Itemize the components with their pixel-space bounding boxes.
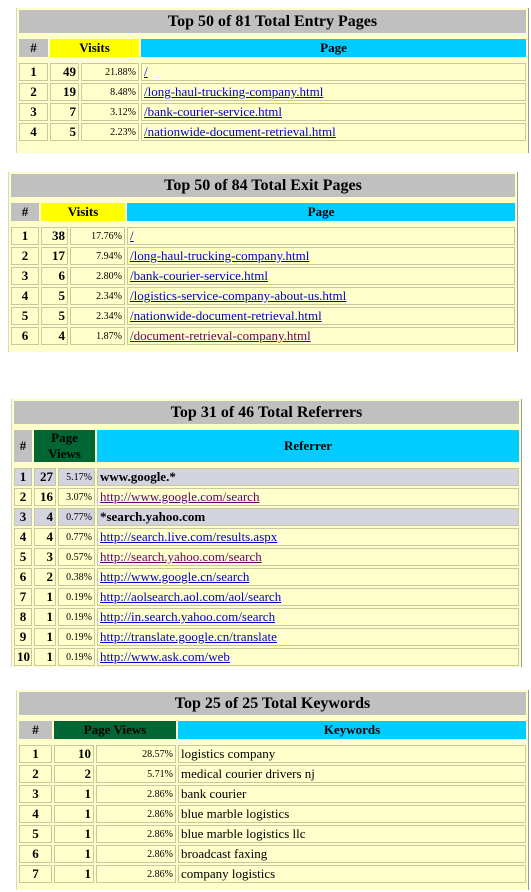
row-percent: 2.23%	[81, 123, 139, 141]
row-link[interactable]: http://www.google.com/search	[100, 489, 260, 504]
entry-pages-title: Top 50 of 81 Total Entry Pages	[19, 10, 526, 33]
row-label: company logistics	[178, 865, 526, 883]
exit-pages-table	[9, 172, 517, 347]
table-row	[14, 648, 519, 666]
row-count: 1	[54, 825, 94, 843]
table-row	[14, 548, 519, 566]
table-row	[11, 327, 515, 345]
row-percent: 0.19%	[58, 648, 95, 666]
row-rank: 1	[19, 745, 52, 763]
row-percent: 28.57%	[96, 745, 176, 763]
referrer-header[interactable]: Referrer	[97, 430, 519, 462]
num-header: #	[14, 430, 32, 462]
row-rank: 1	[11, 227, 39, 245]
table-row	[14, 608, 519, 626]
row-link-cell	[141, 83, 526, 101]
row-link[interactable]: /nationwide-document-retrieval.html	[130, 308, 322, 323]
num-header: #	[19, 721, 52, 739]
exit-pages-panel	[8, 172, 518, 352]
row-count: 1	[34, 588, 56, 606]
row-rank: 5	[19, 825, 52, 843]
row-count: 27	[34, 468, 56, 486]
row-link-cell	[127, 307, 515, 325]
exit-pages-title: Top 50 of 84 Total Exit Pages	[11, 174, 515, 197]
row-count: 1	[54, 845, 94, 863]
row-count: 1	[54, 785, 94, 803]
row-rank: 2	[19, 765, 52, 783]
row-link[interactable]: /document-retrieval-company.html	[130, 328, 311, 343]
page-header[interactable]: Page	[127, 203, 515, 221]
table-row	[14, 628, 519, 646]
row-percent: 0.19%	[58, 608, 95, 626]
row-label: medical courier drivers nj	[178, 765, 526, 783]
row-link-cell	[97, 488, 519, 506]
row-rank: 4	[19, 805, 52, 823]
row-link-cell	[127, 327, 515, 345]
row-rank: 7	[14, 588, 32, 606]
row-percent: 5.17%	[58, 468, 95, 486]
row-link[interactable]: http://www.ask.com/web	[100, 649, 230, 664]
visits-header[interactable]: Visits	[41, 203, 125, 221]
row-label: blue marble logistics	[178, 805, 526, 823]
row-count: 5	[50, 123, 79, 141]
row-count: 16	[34, 488, 56, 506]
table-row	[19, 865, 526, 883]
row-count: 5	[41, 287, 68, 305]
row-link-cell	[97, 608, 519, 626]
row-count: 19	[50, 83, 79, 101]
num-header: #	[11, 203, 39, 221]
row-link[interactable]: /long-haul-trucking-company.html	[144, 84, 324, 99]
row-count: 2	[34, 568, 56, 586]
row-label: www.google.*	[97, 468, 519, 486]
entry-pages-rows	[19, 63, 526, 141]
row-count: 4	[34, 528, 56, 546]
row-percent: 2.34%	[70, 307, 125, 325]
row-rank: 4	[11, 287, 39, 305]
row-count: 1	[34, 628, 56, 646]
row-percent: 2.86%	[96, 865, 176, 883]
row-link[interactable]: http://search.live.com/results.aspx	[100, 529, 278, 544]
row-percent: 8.48%	[81, 83, 139, 101]
row-percent: 17.76%	[70, 227, 125, 245]
row-link-cell	[97, 548, 519, 566]
table-row	[14, 568, 519, 586]
row-percent: 2.86%	[96, 805, 176, 823]
row-count: 6	[41, 267, 68, 285]
row-percent: 0.57%	[58, 548, 95, 566]
row-link[interactable]: /bank-courier-service.html	[130, 268, 268, 283]
table-row	[19, 845, 526, 863]
row-count: 4	[41, 327, 68, 345]
keywords-rows	[19, 745, 526, 883]
row-percent: 1.87%	[70, 327, 125, 345]
row-rank: 1	[14, 468, 32, 486]
row-link[interactable]: /	[130, 228, 134, 243]
entry-pages-table	[17, 8, 528, 143]
row-percent: 0.19%	[58, 628, 95, 646]
referrers-table	[12, 399, 521, 667]
row-link-cell	[97, 588, 519, 606]
row-link[interactable]: http://search.yahoo.com/search	[100, 549, 262, 564]
row-percent: 7.94%	[70, 247, 125, 265]
table-row	[19, 765, 526, 783]
table-row	[19, 805, 526, 823]
row-link[interactable]: /logistics-service-company-about-us.html	[130, 288, 347, 303]
row-link[interactable]: /nationwide-document-retrieval.html	[144, 124, 336, 139]
table-row	[19, 83, 526, 101]
row-link-cell	[141, 103, 526, 121]
keywords-table	[17, 690, 528, 885]
row-percent: 0.19%	[58, 588, 95, 606]
row-percent: 2.86%	[96, 785, 176, 803]
referrers-panel	[11, 399, 522, 667]
row-count: 3	[34, 548, 56, 566]
table-row	[11, 247, 515, 265]
row-rank: 9	[14, 628, 32, 646]
row-rank: 10	[14, 648, 32, 666]
row-rank: 1	[19, 63, 48, 81]
row-count: 49	[50, 63, 79, 81]
row-rank: 4	[14, 528, 32, 546]
row-link-cell	[97, 568, 519, 586]
row-label: broadcast faxing	[178, 845, 526, 863]
row-percent: 0.77%	[58, 508, 95, 526]
table-row	[11, 267, 515, 285]
page-header[interactable]: Page	[141, 39, 526, 57]
referrers-title: Top 31 of 46 Total Referrers	[14, 401, 519, 424]
table-row	[14, 528, 519, 546]
row-rank: 2	[19, 83, 48, 101]
table-row	[19, 785, 526, 803]
table-row	[14, 588, 519, 606]
table-row	[19, 825, 526, 843]
num-header: #	[19, 39, 48, 57]
table-row	[11, 287, 515, 305]
table-row	[19, 63, 526, 81]
row-link-cell	[127, 287, 515, 305]
exit-pages-rows	[11, 227, 515, 345]
table-row	[19, 745, 526, 763]
row-count: 2	[54, 765, 94, 783]
row-link[interactable]: /long-haul-trucking-company.html	[130, 248, 310, 263]
row-count: 4	[34, 508, 56, 526]
keywords-title: Top 25 of 25 Total Keywords	[19, 692, 526, 715]
row-rank: 4	[19, 123, 48, 141]
row-rank: 6	[19, 845, 52, 863]
row-rank: 5	[14, 548, 32, 566]
row-link-cell	[127, 267, 515, 285]
row-link[interactable]: http://translate.google.cn/translate	[100, 629, 277, 644]
row-percent: 3.12%	[81, 103, 139, 121]
table-row	[14, 488, 519, 506]
row-count: 38	[41, 227, 68, 245]
row-label: *search.yahoo.com	[97, 508, 519, 526]
row-percent: 5.71%	[96, 765, 176, 783]
page-views-header[interactable]: Page Views	[54, 721, 176, 739]
row-percent: 0.38%	[58, 568, 95, 586]
row-link-cell	[141, 63, 526, 81]
row-percent: 2.86%	[96, 825, 176, 843]
row-count: 1	[54, 805, 94, 823]
row-rank: 5	[11, 307, 39, 325]
row-count: 1	[34, 648, 56, 666]
row-count: 1	[34, 608, 56, 626]
row-rank: 8	[14, 608, 32, 626]
row-link[interactable]: http://aolsearch.aol.com/aol/search	[100, 589, 282, 604]
row-link-cell	[97, 628, 519, 646]
row-link[interactable]: http://www.google.cn/search	[100, 569, 250, 584]
table-row	[19, 123, 526, 141]
keywords-panel	[16, 690, 529, 890]
row-link-cell	[127, 247, 515, 265]
row-rank: 2	[11, 247, 39, 265]
row-link[interactable]: http://in.search.yahoo.com/search	[100, 609, 276, 624]
row-percent: 2.80%	[70, 267, 125, 285]
referrers-rows	[14, 468, 519, 666]
row-link-cell	[127, 227, 515, 245]
row-percent: 0.77%	[58, 528, 95, 546]
entry-pages-panel	[16, 8, 529, 153]
row-rank: 2	[14, 488, 32, 506]
row-rank: 3	[19, 103, 48, 121]
row-rank: 3	[14, 508, 32, 526]
row-percent: 21.88%	[81, 63, 139, 81]
row-percent: 3.07%	[58, 488, 95, 506]
row-link-cell	[97, 648, 519, 666]
visits-header[interactable]: Visits	[50, 39, 139, 57]
row-link[interactable]: /	[144, 64, 148, 79]
row-rank: 3	[19, 785, 52, 803]
row-rank: 6	[14, 568, 32, 586]
table-row	[11, 227, 515, 245]
table-row	[14, 508, 519, 526]
table-row	[11, 307, 515, 325]
row-count: 17	[41, 247, 68, 265]
row-count: 7	[50, 103, 79, 121]
row-rank: 7	[19, 865, 52, 883]
row-count: 5	[41, 307, 68, 325]
row-count: 10	[54, 745, 94, 763]
table-row	[14, 468, 519, 486]
row-count: 1	[54, 865, 94, 883]
row-label: bank courier	[178, 785, 526, 803]
row-link-cell	[97, 528, 519, 546]
row-rank: 6	[11, 327, 39, 345]
row-link-cell	[141, 123, 526, 141]
row-percent: 2.34%	[70, 287, 125, 305]
table-row	[19, 103, 526, 121]
row-percent: 2.86%	[96, 845, 176, 863]
keywords-header[interactable]: Keywords	[178, 721, 526, 739]
row-link[interactable]: /bank-courier-service.html	[144, 104, 282, 119]
page-views-header[interactable]: Page Views	[34, 430, 95, 462]
row-rank: 3	[11, 267, 39, 285]
row-label: blue marble logistics llc	[178, 825, 526, 843]
row-label: logistics company	[178, 745, 526, 763]
